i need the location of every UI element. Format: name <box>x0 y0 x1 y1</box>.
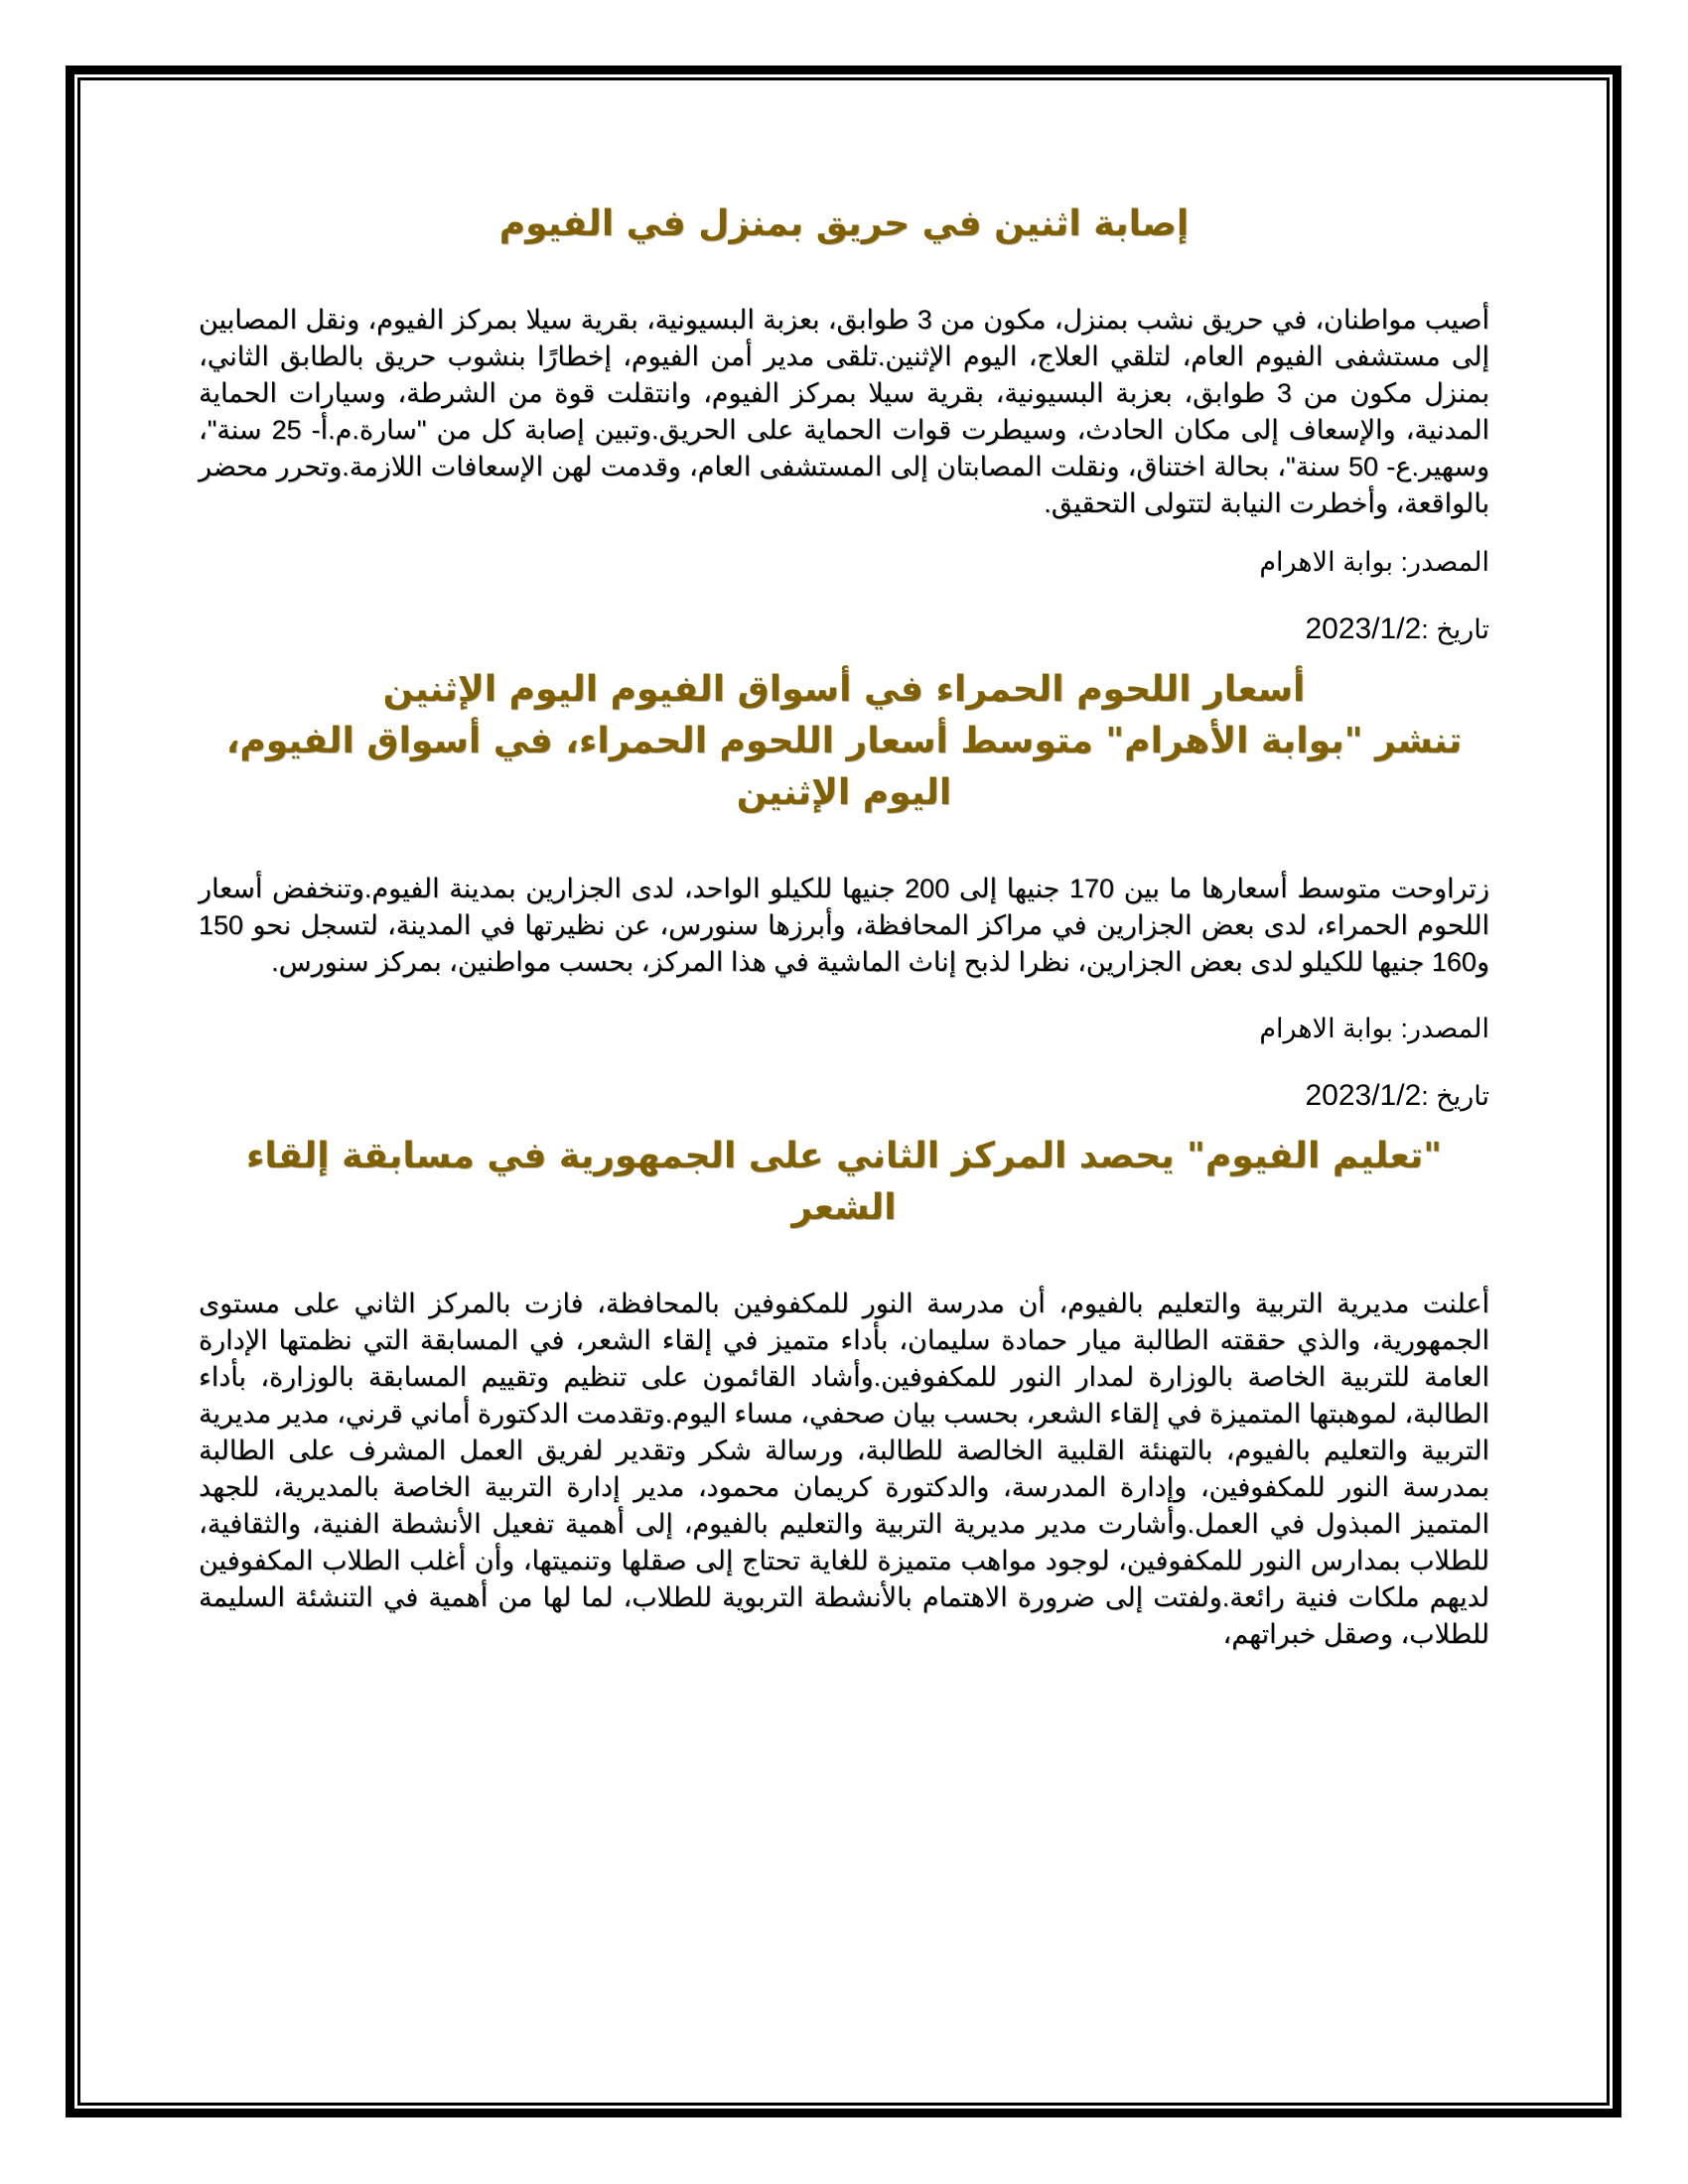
headline-line: "تعليم الفيوم" يحصد المركز الثاني على الجمهورية في مسابقة إلقاء الشعر <box>245 1136 1443 1228</box>
date-value: 2023/1/2 <box>1305 613 1422 645</box>
date-label: تاريخ : <box>1421 1081 1489 1111</box>
article-body: أصيب مواطنان، في حريق نشب بمنزل، مكون من 3 طوابق، بعزبة البسيونية، بقرية سيلا بمركز الفيوم، ونقل المصابين إلى مستشفى الفيوم العام، لتلقي العلاج، اليوم الإثنين.تلقى مدير أمن الفيوم، إخطارًا بنشوب حريق بالطابق الثاني، بمنزل مكون من 3 طوابق، بعزبة البسيونية، بقرية سيلا بمركز الفيوم، وانتقلت قوة من الشرطة، وسيارات الحماية المدنية، والإسعاف إلى مكان الحادث، وسيطرت قوات الحماية على الحريق.وتبين إصابة كل من "سارة.م.أ- 25 سنة"، وسهير.ع- 50 سنة"، بحالة اختناق، ونقلت المصابتان إلى المستشفى العام، وقدمت لهن الإسعافات اللازمة.وتحرر محضر بالواقعة، وأخطرت النيابة لتتولى التحقيق. <box>199 305 1490 518</box>
article-source: المصدر: بوابة الاهرام <box>1259 547 1489 577</box>
article-date <box>199 1077 1489 1115</box>
article-body: زتراوحت متوسط أسعارها ما بين 170 جنيها إلى 200 جنيها للكيلو الواحد، لدى الجزارين بمدينة الفيوم.وتنخفض أسعار اللحوم الحمراء، لدى بعض الجزارين في مراكز المحافظة، وأبرزها سنورس، عن نظيرتها في المدينة، لتسجل نحو 150 و160 جنيها للكيلو لدى بعض الجزارين، نظرا لذبح إناث الماشية في هذا المركز، بحسب مواطنين، بمركز سنورس. <box>199 874 1489 977</box>
document-page <box>199 189 1489 1653</box>
article-headline <box>199 664 1489 819</box>
article-fire-incident <box>199 199 1489 648</box>
headline-line: أسعار اللحوم الحمراء في أسواق الفيوم اليوم الإثنين <box>382 669 1306 710</box>
article-body: أعلنت مديرية التربية والتعليم بالفيوم، أن مدرسة النور للمكفوفين بالمحافظة، فازت بالمركز الثاني على مستوى الجمهورية، والذي حققته الطالبة ميار حمادة سليمان، بأداء متميز في إلقاء الشعر، في المسابقة التي نظمتها الإدارة العامة للتربية الخاصة بالوزارة لمدار النور للمكفوفين.وأشاد القائمون على تنظيم وتقييم المسابقة بالوزارة، بأداء الطالبة، لموهبتها المتميزة في إلقاء الشعر، بحسب بيان صحفي، مساء اليوم.وتقدمت الدكتورة أماني قرني، مدير مديرية التربية والتعليم بالفيوم، بالتهنئة القلبية الخالصة للطالبة، ورسالة شكر وتقدير لفريق العمل المشرف على الطالبة بمدرسة النور للمكفوفين، وإدارة المدرسة، والدكتورة كريمان محمود، مدير إدارة التربية الخاصة بالمديرية، للجهد المتميز المبذول في العمل.وأشارت مدير مديرية التربية والتعليم بالفيوم، إلى أهمية تفعيل الأنشطة الفنية، والثقافية، للطلاب بمدارس النور للمكفوفين، لوجود مواهب متميزة للغاية تحتاج إلى صقلها وتنميتها، وأن أغلب الطلاب المكفوفين لديهم ملكات فنية رائعة.ولفتت إلى ضرورة الاهتمام بالأنشطة التربوية للطلاب، لما لها من أهمية في التنشئة السليمة للطلاب، وصقل خبراتهم، <box>199 1289 1489 1649</box>
headline-subline: تنشر "بوابة الأهرام" متوسط أسعار اللحوم الحمراء، في أسواق الفيوم، اليوم الإثنين <box>225 721 1463 813</box>
date-label: تاريخ : <box>1421 614 1489 644</box>
article-source: المصدر: بوابة الاهرام <box>1259 1014 1489 1043</box>
article-headline <box>199 199 1489 250</box>
headline-line: إصابة اثنين في حريق بمنزل في الفيوم <box>498 204 1190 244</box>
article-headline <box>199 1131 1489 1234</box>
date-value: 2023/1/2 <box>1305 1079 1422 1112</box>
article-date <box>199 611 1489 648</box>
article-poetry-competition <box>199 1131 1489 1653</box>
article-meat-prices <box>199 664 1489 1115</box>
